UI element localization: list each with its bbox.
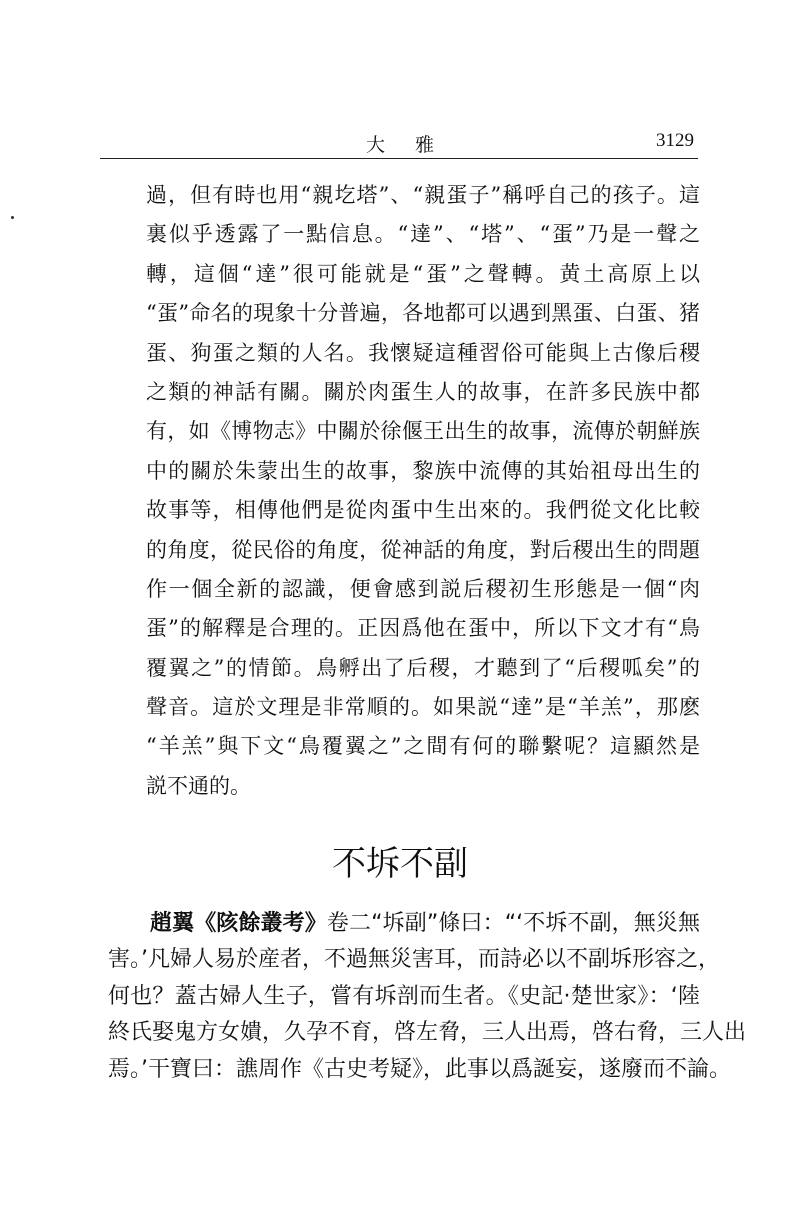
text-line: 中的關於朱蒙出生的故事，黎族中流傳的其始祖母出生的 [146, 458, 700, 483]
text-line: 覆翼之”的情節。鳥孵出了后稷，才聽到了“后稷呱矣”的 [146, 655, 700, 680]
page-header [100, 128, 700, 158]
text-line: 説不通的。 [146, 773, 251, 798]
running-title: 大雅 [365, 134, 464, 156]
text-line: 焉。’干寶曰：譙周作《古史考疑》，此事以爲誕妄，遂廢而不論。 [108, 1056, 731, 1082]
text-line: 故事等，相傳他們是從肉蛋中生出來的。我們從文化比較 [146, 498, 700, 523]
scan-speck [11, 216, 14, 219]
text-line: “羊羔”與下文“鳥覆翼之”之間有何的聯繫呢？這顯然是 [146, 734, 700, 759]
text-line: 有，如《博物志》中關於徐偃王出生的故事，流傳於朝鮮族 [146, 419, 700, 444]
text-line: 害。’凡婦人易於産者，不過無災害耳，而詩必以不副坼形容之， [108, 947, 720, 973]
cited-work-title: 趙翼《陔餘叢考》 [150, 911, 327, 936]
text-line: “蛋”命名的現象十分普遍，各地都可以遇到黑蛋、白蛋、猪 [146, 301, 700, 326]
text-line: 裏似乎透露了一點信息。“達”、“塔”、“蛋”乃是一聲之 [146, 222, 700, 247]
text-line: 之類的神話有關。關於肉蛋生人的故事，在許多民族中都 [146, 379, 700, 404]
commentary-paragraph [146, 176, 700, 806]
text-line: 作一個全新的認識，便會感到説后稷初生形態是一個“肉 [146, 576, 700, 601]
quotation-paragraph [108, 906, 747, 1088]
text-line: 何也？蓋古婦人生子，嘗有坼剖而生者。《史記·楚世家》：‘陸 [108, 983, 700, 1009]
text-line: 轉，這個“達”很可能就是“蛋”之聲轉。黄土高原上以 [146, 261, 700, 286]
text-line: 的角度，從民俗的角度，從神話的角度，對后稷出生的問題 [146, 537, 700, 562]
header-rule [100, 158, 698, 159]
text-line: 蛋、狗蛋之類的人名。我懷疑這種習俗可能與上古像后稷 [146, 340, 700, 365]
text-line: 蛋”的解釋是合理的。正因爲他在蛋中，所以下文才有“鳥 [146, 616, 700, 641]
text-line: 終氏娶鬼方女嬇，久孕不育，啓左脅，三人出焉，啓右脅，三人出 [108, 1020, 747, 1046]
text-line [108, 906, 700, 942]
text-line: 過，但有時也用“親圪塔”、“親蛋子”稱呼自己的孩子。這 [146, 183, 700, 207]
text-line: 聲音。這於文理是非常順的。如果説“達”是“羊羔”，那麽 [146, 695, 700, 720]
section-heading: 不坼不副 [332, 844, 468, 884]
text-run: 卷二“坼副”條曰：“‘不坼不副，無災無 [326, 911, 700, 936]
page-number: 3129 [656, 130, 694, 151]
